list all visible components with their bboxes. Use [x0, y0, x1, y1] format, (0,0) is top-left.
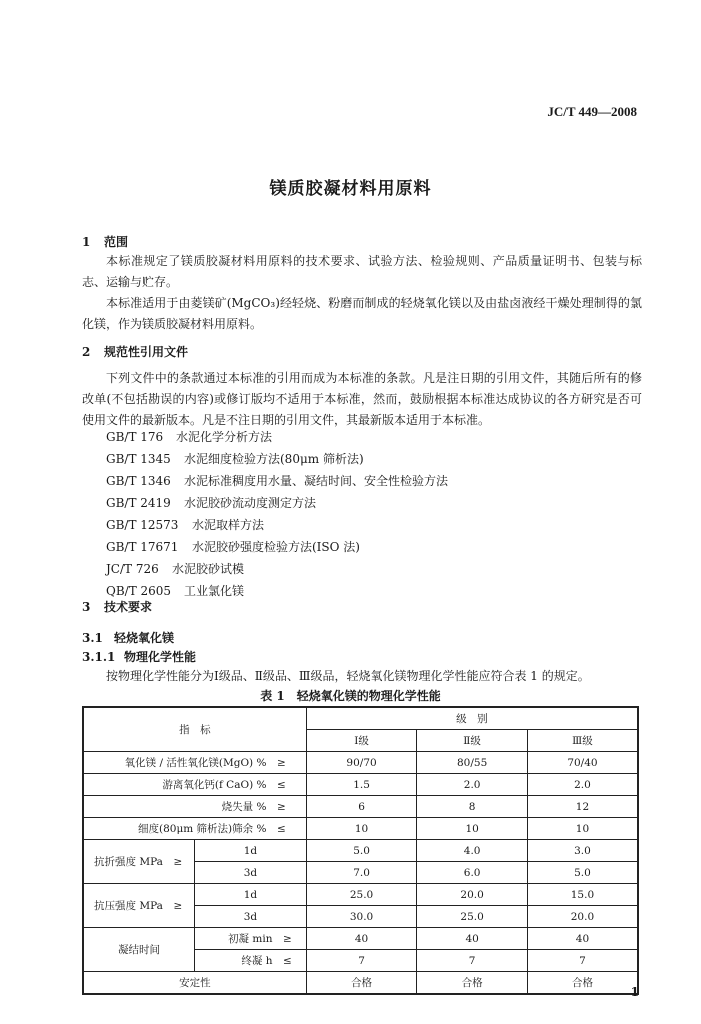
section-2-heading — [82, 343, 188, 360]
table-row: 安定性 合格 合格 合格 — [83, 972, 638, 995]
table-row: 细度(80μm 筛析法)筛余 % ≤ 10 10 10 — [83, 818, 638, 840]
reference-item: GB/T 1345 水泥细度检验方法(80μm 筛析法) — [106, 452, 364, 466]
table-row: 氧化镁 / 活性氧化镁(MgO) % ≥ 90/70 80/55 70/40 — [83, 752, 638, 774]
table-row: 抗折强度 MPa ≥ 1d 5.0 4.0 3.0 — [83, 840, 638, 862]
reference-item: GB/T 1346 水泥标准稠度用水量、凝结时间、安全性检验方法 — [106, 474, 449, 488]
table-caption: 表 1 轻烧氧化镁的物理化学性能 — [260, 689, 441, 703]
table-row: 终凝 h ≤ 7 7 7 — [83, 950, 638, 972]
reference-item: GB/T 176 水泥化学分析方法 — [106, 430, 273, 444]
section-title: 技术要求 — [104, 600, 153, 614]
table-row: 烧失量 % ≥ 6 8 12 — [83, 796, 638, 818]
section-title: 规范性引用文件 — [104, 345, 189, 359]
reference-item: JC/T 726 水泥胶砂试模 — [106, 562, 245, 576]
section-number: 2 — [82, 345, 91, 359]
section-title: 范围 — [104, 235, 129, 249]
section-3-heading — [82, 598, 152, 615]
section-number: 3 — [82, 600, 91, 614]
grade-1-header: Ⅰ级 — [306, 730, 417, 752]
section-1-paragraph-1: 本标准规定了镁质胶凝材料用原料的技术要求、试验方法、检验规则、产品质量证明书、包装与标志、运输与贮存。 — [82, 254, 642, 289]
reference-item: QB/T 2605 工业氯化镁 — [106, 584, 245, 598]
properties-table — [82, 706, 639, 995]
table-row: 凝结时间 初凝 min ≥ 40 40 40 — [83, 928, 638, 950]
reference-item: GB/T 2419 水泥胶砂流动度测定方法 — [106, 496, 317, 510]
reference-item: GB/T 17671 水泥胶砂强度检验方法(ISO 法) — [106, 540, 360, 554]
table-row: 3d 7.0 6.0 5.0 — [83, 862, 638, 884]
document-title: 镁质胶凝材料用原料 — [269, 179, 432, 199]
table-row: 游离氧化钙(f CaO) % ≤ 1.5 2.0 2.0 — [83, 774, 638, 796]
table-row: 抗压强度 MPa ≥ 1d 25.0 20.0 15.0 — [83, 884, 638, 906]
subsection-3-1-1-heading: 3.1.1 物理化学性能 — [82, 650, 197, 664]
table-row: 3d 30.0 25.0 20.0 — [83, 906, 638, 928]
subsection-3-1-heading: 3.1 轻烧氧化镁 — [82, 631, 175, 645]
grade-2-header: Ⅱ级 — [417, 730, 528, 752]
section-1-heading — [82, 233, 128, 250]
section-3-paragraph-1: 按物理化学性能分为Ⅰ级品、Ⅱ级品、Ⅲ级品，轻烧氧化镁物理化学性能应符合表 1 的规定。 — [106, 669, 590, 683]
standard-code: JC/T 449—2008 — [547, 104, 637, 119]
section-1-paragraph-2: 本标准适用于由菱镁矿(MgCO₃)经轻烧、粉磨而制成的轻烧氧化镁以及由盐卤液经干燥处理制得的氯化镁，作为镁质胶凝材料用原料。 — [82, 296, 642, 331]
section-2-paragraph-1: 下列文件中的条款通过本标准的引用而成为本标准的条款。凡是注日期的引用文件，其随后所有的修改单(不包括勘误的内容)或修订版均不适用于本标准，然而，鼓励根据本标准达成协议的各方研究是否可使用文件的最新版本。凡是不注日期的引用文件，其最新版本适用于本标准。 — [82, 371, 642, 427]
page-number: 1 — [630, 985, 639, 999]
grade-3-header: Ⅲ级 — [527, 730, 638, 752]
section-number: 1 — [82, 235, 91, 249]
reference-item: GB/T 12573 水泥取样方法 — [106, 518, 265, 532]
header-indicator: 指 标 — [83, 707, 306, 752]
header-grade: 级 别 — [306, 707, 638, 730]
